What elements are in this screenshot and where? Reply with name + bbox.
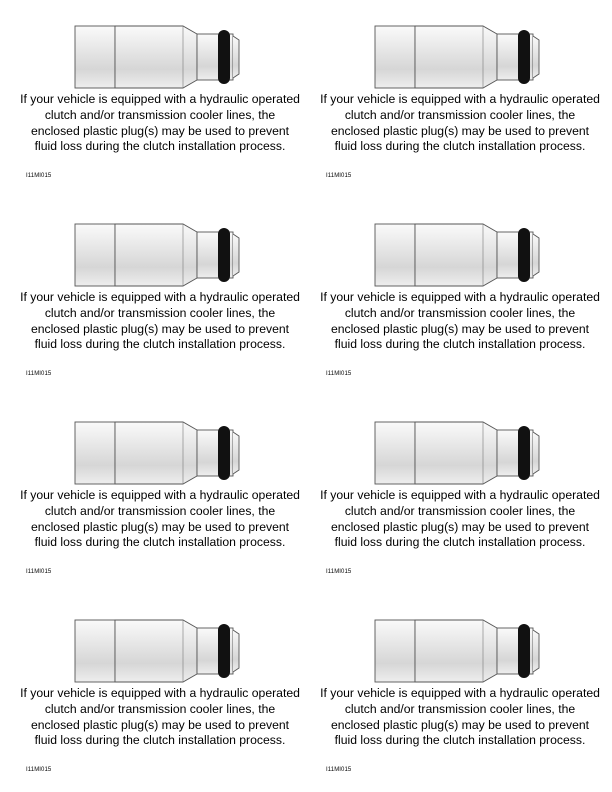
plastic-plug-icon bbox=[373, 616, 553, 686]
label-card bbox=[8, 198, 308, 388]
part-code: I11MI015 bbox=[326, 173, 352, 179]
label-card bbox=[8, 0, 308, 190]
part-code: I11MI015 bbox=[26, 173, 52, 179]
caption-text: If your vehicle is equipped with a hydraulic operated clutch and/or transmission cooler lines, the enclosed plastic plug(s) may be used to prevent fluid loss during the clutch installation process. bbox=[320, 92, 600, 154]
plastic-plug-icon bbox=[373, 220, 553, 290]
label-card bbox=[8, 594, 308, 784]
caption-text: If your vehicle is equipped with a hydraulic operated clutch and/or transmission cooler lines, the enclosed plastic plug(s) may be used to prevent fluid loss during the clutch installation process. bbox=[320, 290, 600, 352]
part-code: I11MI015 bbox=[326, 371, 352, 377]
label-card bbox=[308, 0, 608, 190]
label-card bbox=[308, 594, 608, 784]
label-card bbox=[8, 396, 308, 586]
label-card bbox=[308, 396, 608, 586]
part-code: I11MI015 bbox=[326, 569, 352, 575]
caption-text: If your vehicle is equipped with a hydraulic operated clutch and/or transmission cooler lines, the enclosed plastic plug(s) may be used to prevent fluid loss during the clutch installation process. bbox=[20, 488, 300, 550]
caption-text: If your vehicle is equipped with a hydraulic operated clutch and/or transmission cooler lines, the enclosed plastic plug(s) may be used to prevent fluid loss during the clutch installation process. bbox=[320, 686, 600, 748]
part-code: I11MI015 bbox=[26, 569, 52, 575]
part-code: I11MI015 bbox=[26, 371, 52, 377]
plastic-plug-icon bbox=[373, 22, 553, 92]
label-card bbox=[308, 198, 608, 388]
plastic-plug-icon bbox=[73, 418, 253, 488]
plastic-plug-icon bbox=[73, 616, 253, 686]
plastic-plug-icon bbox=[73, 220, 253, 290]
caption-text: If your vehicle is equipped with a hydraulic operated clutch and/or transmission cooler lines, the enclosed plastic plug(s) may be used to prevent fluid loss during the clutch installation process. bbox=[20, 92, 300, 154]
part-code: I11MI015 bbox=[326, 767, 352, 773]
caption-text: If your vehicle is equipped with a hydraulic operated clutch and/or transmission cooler lines, the enclosed plastic plug(s) may be used to prevent fluid loss during the clutch installation process. bbox=[320, 488, 600, 550]
plastic-plug-icon bbox=[73, 22, 253, 92]
part-code: I11MI015 bbox=[26, 767, 52, 773]
caption-text: If your vehicle is equipped with a hydraulic operated clutch and/or transmission cooler lines, the enclosed plastic plug(s) may be used to prevent fluid loss during the clutch installation process. bbox=[20, 290, 300, 352]
caption-text: If your vehicle is equipped with a hydraulic operated clutch and/or transmission cooler lines, the enclosed plastic plug(s) may be used to prevent fluid loss during the clutch installation process. bbox=[20, 686, 300, 748]
plastic-plug-icon bbox=[373, 418, 553, 488]
